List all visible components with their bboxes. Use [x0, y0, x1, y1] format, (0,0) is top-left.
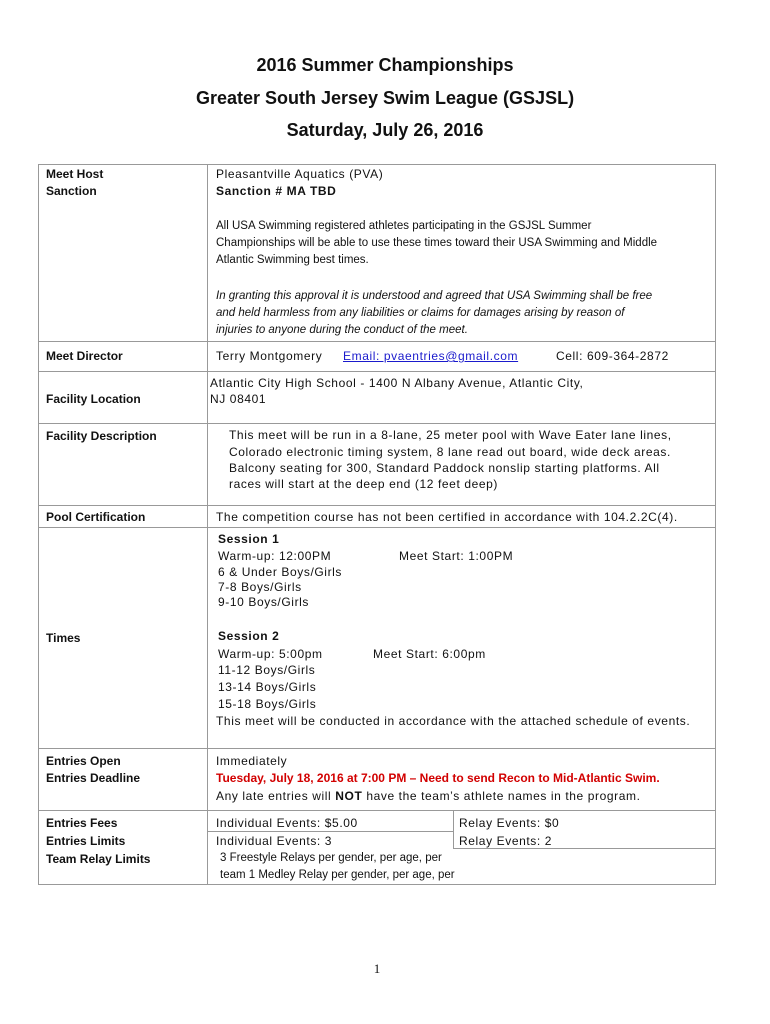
entries-open-value: Immediately [216, 754, 288, 768]
meet-director-label: Meet Director [46, 349, 123, 363]
pool-certification-label: Pool Certification [46, 510, 146, 524]
entries-open-label: Entries Open [46, 754, 121, 768]
title-line-3: Saturday, July 26, 2016 [286, 120, 484, 140]
title-line-2: Greater South Jersey Swim League (GSJSL) [195, 88, 575, 108]
facility-address-line-2: NJ 08401 [210, 392, 267, 406]
relay-limits-line-2: team 1 Medley Relay per gender, per age, per [220, 869, 455, 881]
late-entries-note: Any late entries will NOT have the team’s athlete names in the program. [216, 789, 641, 803]
pool-certification-value: The competition course has not been certified in accordance with 104.2.2C(4). [216, 510, 678, 524]
meet-host-value: Pleasantville Aquatics (PVA) [216, 167, 384, 181]
session-1-start: Meet Start: 1:00PM [399, 549, 514, 563]
entries-deadline-value: Tuesday, July 18, 2016 at 7:00 PM – Need to send Recon to Mid-Atlantic Swim. [216, 771, 660, 785]
page-number: 1 [373, 961, 381, 976]
entries-fees-label: Entries Fees [46, 816, 118, 830]
facility-address-line-1: Atlantic City High School - 1400 N Albany Avenue, Atlantic City, [210, 376, 584, 390]
entries-limits-label: Entries Limits [46, 834, 126, 848]
facility-location-label: Facility Location [46, 392, 141, 406]
director-name: Terry Montgomery [216, 349, 323, 363]
session-2-warmup: Warm-up: 5:00pm [218, 647, 323, 661]
team-relay-limits-label: Team Relay Limits [46, 852, 151, 866]
session-2-title: Session 2 [218, 629, 280, 643]
session-2-start: Meet Start: 6:00pm [373, 647, 486, 661]
director-email-link[interactable]: Email: pvaentries@gmail.com [343, 349, 519, 363]
director-cell: Cell: 609-364-2872 [556, 349, 669, 363]
individual-fee: Individual Events: $5.00 [216, 816, 358, 830]
session-1-warmup: Warm-up: 12:00PM [218, 549, 332, 563]
session-1-title: Session 1 [218, 532, 280, 546]
relay-limits-line-1: 3 Freestyle Relays per gender, per age, per [220, 852, 442, 864]
schedule-note: This meet will be conducted in accordance with the attached schedule of events. [216, 714, 691, 728]
meet-host-label: Meet Host [46, 167, 104, 181]
title-line-1: 2016 Summer Championships [256, 55, 514, 75]
facility-description-label: Facility Description [46, 429, 157, 443]
entries-deadline-label: Entries Deadline [46, 771, 141, 785]
relay-fee: Relay Events: $0 [459, 816, 560, 830]
individual-limit: Individual Events: 3 [216, 834, 333, 848]
relay-limit: Relay Events: 2 [459, 834, 553, 848]
sanction-label: Sanction [46, 184, 97, 198]
times-label: Times [46, 631, 81, 645]
sanction-value: Sanction # MA TBD [216, 184, 337, 198]
